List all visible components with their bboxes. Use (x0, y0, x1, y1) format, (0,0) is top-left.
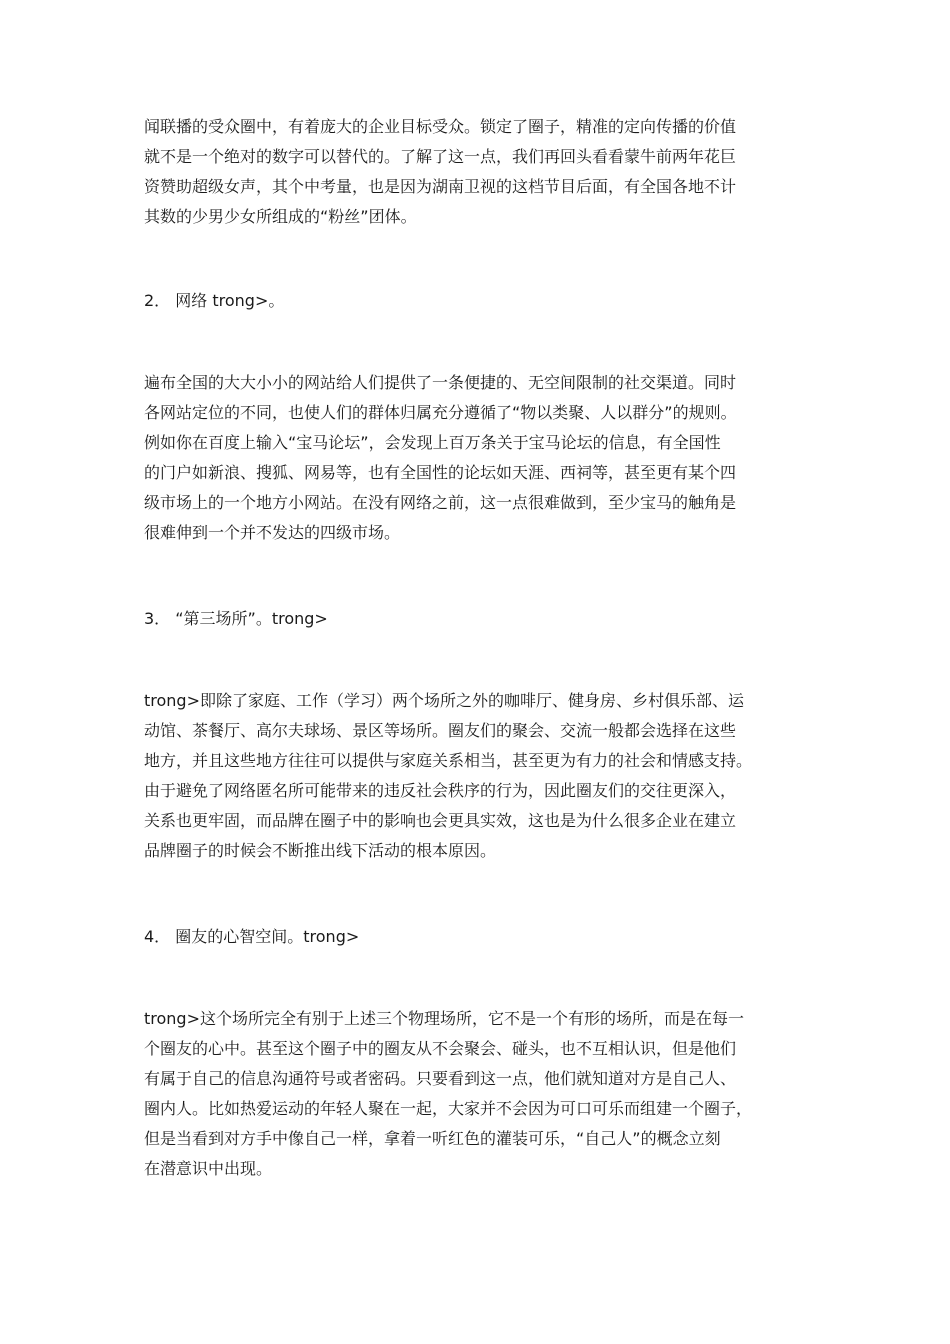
paragraph-line: 各网站定位的不同，也使人们的群体归属充分遵循了“物以类聚、人以群分”的规则。 (144, 403, 737, 422)
paragraph-line: 级市场上的一个地方小网站。在没有网络之前，这一点很难做到，至少宝马的触角是 (144, 493, 737, 512)
paragraph-line: 品牌圈子的时候会不断推出线下活动的根本原因。 (144, 841, 497, 860)
paragraph-line: trong>即除了家庭、工作（学习）两个场所之外的咖啡厅、健身房、乡村俱乐部、运 (144, 691, 744, 710)
paragraph-line: 动馆、茶餐厅、高尔夫球场、景区等场所。圈友们的聚会、交流一般都会选择在这些 (144, 721, 737, 740)
paragraph-mental-space (144, 1004, 844, 1184)
paragraph-line: 其数的少男少女所组成的“粉丝”团体。 (144, 207, 417, 226)
paragraph-network (144, 368, 844, 548)
paragraph-line: 个圈友的心中。甚至这个圈子中的圈友从不会聚会、碰头，也不互相认识，但是他们 (144, 1039, 737, 1058)
section-heading: 4． 圈友的心智空间。trong> (144, 927, 360, 946)
paragraph-line: 的门户如新浪、搜狐、网易等，也有全国性的论坛如天涯、西祠等，甚至更有某个四 (144, 463, 737, 482)
section-heading: 2． 网络 trong>。 (144, 291, 285, 310)
paragraph-line: 就不是一个绝对的数字可以替代的。了解了这一点，我们再回头看看蒙牛前两年花巨 (144, 147, 737, 166)
paragraph-line: 在潜意识中出现。 (144, 1159, 273, 1178)
paragraph-line: 闻联播的受众圈中，有着庞大的企业目标受众。锁定了圈子，精准的定向传播的价值 (144, 117, 737, 136)
section-heading: 3． “第三场所”。trong> (144, 609, 328, 628)
paragraph-line: 有属于自己的信息沟通符号或者密码。只要看到这一点，他们就知道对方是自己人、 (144, 1069, 737, 1088)
paragraph-line: 由于避免了网络匿名所可能带来的违反社会秩序的行为，因此圈友们的交往更深入， (144, 781, 737, 800)
paragraph-line: 圈内人。比如热爱运动的年轻人聚在一起，大家并不会因为可口可乐而组建一个圈子， (144, 1099, 753, 1118)
paragraph-intro (144, 112, 844, 232)
paragraph-line: 遍布全国的大大小小的网站给人们提供了一条便捷的、无空间限制的社交渠道。同时 (144, 373, 737, 392)
paragraph-line: 很难伸到一个并不发达的四级市场。 (144, 523, 401, 542)
paragraph-line: 关系也更牢固，而品牌在圈子中的影响也会更具实效，这也是为什么很多企业在建立 (144, 811, 737, 830)
paragraph-line: 资赞助超级女声，其个中考量，也是因为湖南卫视的这档节目后面，有全国各地不计 (144, 177, 737, 196)
section-heading-third-place (144, 604, 844, 634)
paragraph-line: 例如你在百度上输入“宝马论坛”，会发现上百万条关于宝马论坛的信息，有全国性 (144, 433, 721, 452)
paragraph-line: 但是当看到对方手中像自己一样，拿着一听红色的灌装可乐，“自己人”的概念立刻 (144, 1129, 721, 1148)
section-heading-network (144, 286, 844, 316)
section-heading-mental-space (144, 922, 844, 952)
paragraph-third-place (144, 686, 844, 866)
paragraph-line: 地方，并且这些地方往往可以提供与家庭关系相当，甚至更为有力的社会和情感支持。 (144, 751, 753, 770)
paragraph-line: trong>这个场所完全有别于上述三个物理场所，它不是一个有形的场所，而是在每一 (144, 1009, 744, 1028)
